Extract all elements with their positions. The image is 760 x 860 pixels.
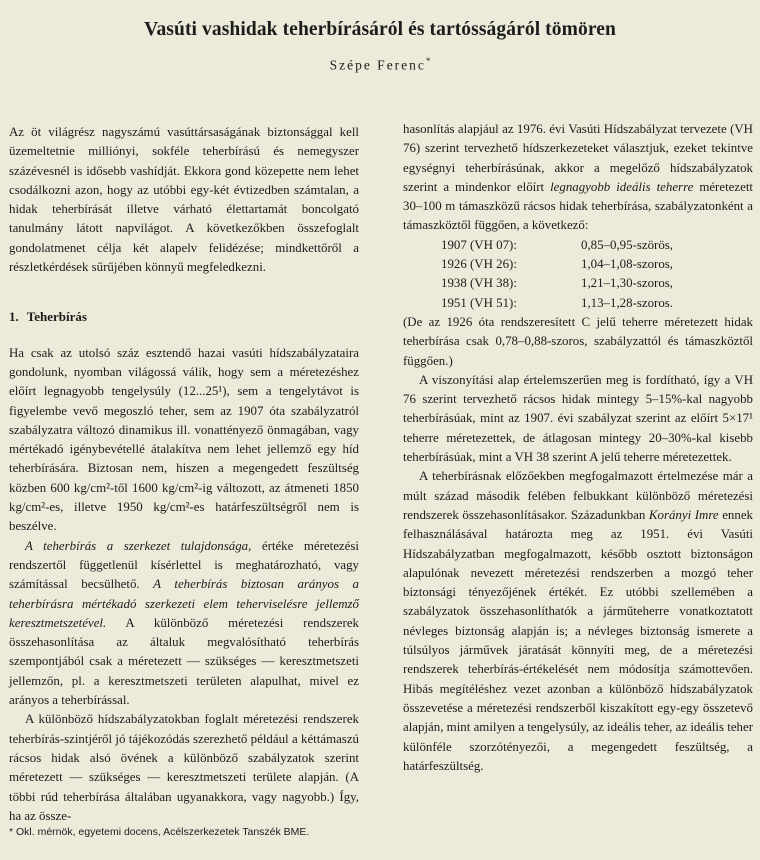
ratio-year: 1938 (VH 38): xyxy=(441,276,517,291)
right-column xyxy=(403,120,753,776)
paragraph-text: hasonlítás alapjául az 1976. évi Vasúti Hídszabályzat tervezete (VH 76) szerint tervezhető hídszerkezeteket választjuk, ezeket tekintve egységnyi teherbírásúnak, akkor a megelőző hídszabályzatok szerint a mindenkor előírt xyxy=(403,122,753,194)
table-row xyxy=(441,274,673,293)
table-row xyxy=(441,255,673,274)
ratio-year: 1951 (VH 51): xyxy=(441,295,517,310)
table-row xyxy=(441,236,673,255)
author-line xyxy=(0,56,760,74)
paragraph-note: (De az 1926 óta rendszeresített C jelű teherre méretezett hidak teherbírása csak 0,78–0,88-szoros, szabályzattól és támaszköztől függően.) xyxy=(403,314,753,368)
ratio-table xyxy=(441,236,673,313)
paragraph-comparison: A viszonyítási alap értelemszerűen meg is fordítható, így a VH 76 szerint tervezhető rácsos hidak mintegy 5–15%-kal nagyobb teherbírásúak, mint az 1907. évi szabályzat szerint az előírt 5×17¹ teherre méretezettek, de átlagosan mintegy 20–30%-kal kisebb teherbírásúak, mint a VH 38 szerint A jelű teherre méretezettek. xyxy=(403,372,753,465)
intro-paragraph: Az öt világrész nagyszámú vasúttársaságának biztonsággal kell üzemeltetnie milliónyi, sokféle teherbírású és nemegyszer százévesnél is idősebb vashídját. Ekkora gond közepette nem lehet csodálkozni azon, hogy az utóbbi egy-két évtizedben számtalan, a hidak teherbírását illetve várható élettartamát boncolgató tanulmány látott napvilágot. A következőkben összefoglalt gondolatmenet célja két alapelv felidézése; mindkettőről a részletkérdések sűrűjében könnyű megfeledkezni. xyxy=(9,125,359,275)
footnote: * Okl. mérnök, egyetemi docens, Acélszerkezetek Tanszék BME. xyxy=(9,826,310,838)
table-row xyxy=(441,294,673,313)
italic-phrase: legnagyobb ideális teherre xyxy=(550,179,694,194)
left-column xyxy=(9,123,359,826)
paragraph-text: A teherbírásnak előzőekben megfogalmazott értelmezése már a múlt század második felében felbukkant különböző méretezési rendszerek összehasonlításakor. Századunkban xyxy=(403,469,753,522)
ratio-value: 0,85–0,95-szörös, xyxy=(581,237,674,252)
italic-phrase: A teherbírás biztosan arányos a teherbírásra mértékadó szerkezeti elem teherviselésre jellemző keresztmetszetével. xyxy=(9,577,359,630)
paragraph-1: Ha csak az utolsó száz esztendő hazai vasúti hídszabályzataira gondolunk, nyomban világossá válik, hogy sem a méretezéshez előírt legnagyobb tengelysúly (12...25¹), sem a tengelytávot is figyelembe vevő megoszló teher, sem az 1907 óta szabályzatról szabályzatra változó dinamikus ill. vonattényező önmagában, vagy mértékadó igénybevétellé átalakítva nem lehet jellemző egy híd teherbírására. Biztosan nem, hiszen a megengedett feszültség közben 600 kg/cm²-től 1600 kg/cm²-ig változott, az átmeneti 1850 kg/cm²-es, illetve 1950 kg/cm²-es határfeszültségről nem is beszélve. xyxy=(9,345,359,534)
ratio-value: 1,21–1,30-szoros, xyxy=(581,276,674,291)
ratio-value: 1,13–1,28-szoros. xyxy=(581,295,674,310)
ratio-value: 1,04–1,08-szoros, xyxy=(581,257,674,272)
paragraph-2 xyxy=(9,537,359,711)
section-number: 1. xyxy=(9,309,19,325)
paragraph-continued xyxy=(403,120,753,236)
section-title: Teherbírás xyxy=(26,309,87,325)
paragraph-text: A különböző méretezési rendszerek összehasonlítása az általuk megvalósítható teherbírás szempontjából csak a méretezett — szükséges — keresztmetszeti jellemzőn, pl. a keresztmetszeti területen alapulhat, mivel ez arányos a teherbírással. xyxy=(9,615,359,708)
italic-phrase: A teherbírás a szerkezet tulajdonsága, xyxy=(25,538,252,553)
author-name: Szépe Ferenc xyxy=(329,57,426,73)
section-heading xyxy=(9,307,359,326)
article-title: Vasúti vashidak teherbírásáról és tartósságáról tömören xyxy=(144,19,616,40)
paragraph-3: A különböző hídszabályzatokban foglalt méretezési rendszerek teherbírás-szintjéről jó tájékozódás szerezhető például a kéttámaszú rácsos hidak alsó övének a különböző szabályzatok szerint méretezett — szükséges — keresztmetszeti területe alapján. (A többi rúd teherbírása általában ugyanakkora, vagy nagyobb.) Így, ha az össze- xyxy=(9,712,359,823)
paragraph-history xyxy=(403,467,753,776)
ratio-year: 1926 (VH 26): xyxy=(441,257,517,272)
ratio-year: 1907 (VH 07): xyxy=(441,237,517,252)
paragraph-text: értéke méretezési rendszertől függetlenül kísérlettel is meghatározható, vagy számítással becsülhető. xyxy=(9,538,359,592)
author-footnote-mark: * xyxy=(425,56,431,66)
paragraph-text: ennek felhasználásával határozta meg az 1951. évi Vasúti Hídszabályzatban megfogalmazott, később osztott biztonságon alapulónak nevezett méretezési rendszerben a mozgó teher biztonsági tényezőjének értékét. Ez utóbbi szellemében a szabályzatok összehasonlíthatók a járműteherre vonatkoztatott névleges biztonság alapján is; a névleges biztonság ismerete a túlsúlyos járművek járatását könnyíti meg, de a méretezési rendszerek teherbírás-értékelését nem módosítja számottevően. Hibás megítéléshez vezet azonban a különböző hídszabályzatok összevetése a méretezési rendszerből kiszakított egy-egy összetevő alapján, mint amilyen a tengelysúly, az ideális teher, az ideális teher különféle szorzótényezői, a megengedett feszültség, a határfeszültség. xyxy=(403,507,753,773)
italic-phrase: Korányi Imre xyxy=(648,507,719,522)
paragraph-text: méretezett 30–100 m támaszközű rácsos hidak teherbírása, szabályzatonként a támaszköztől függően, a következő: xyxy=(403,179,753,233)
